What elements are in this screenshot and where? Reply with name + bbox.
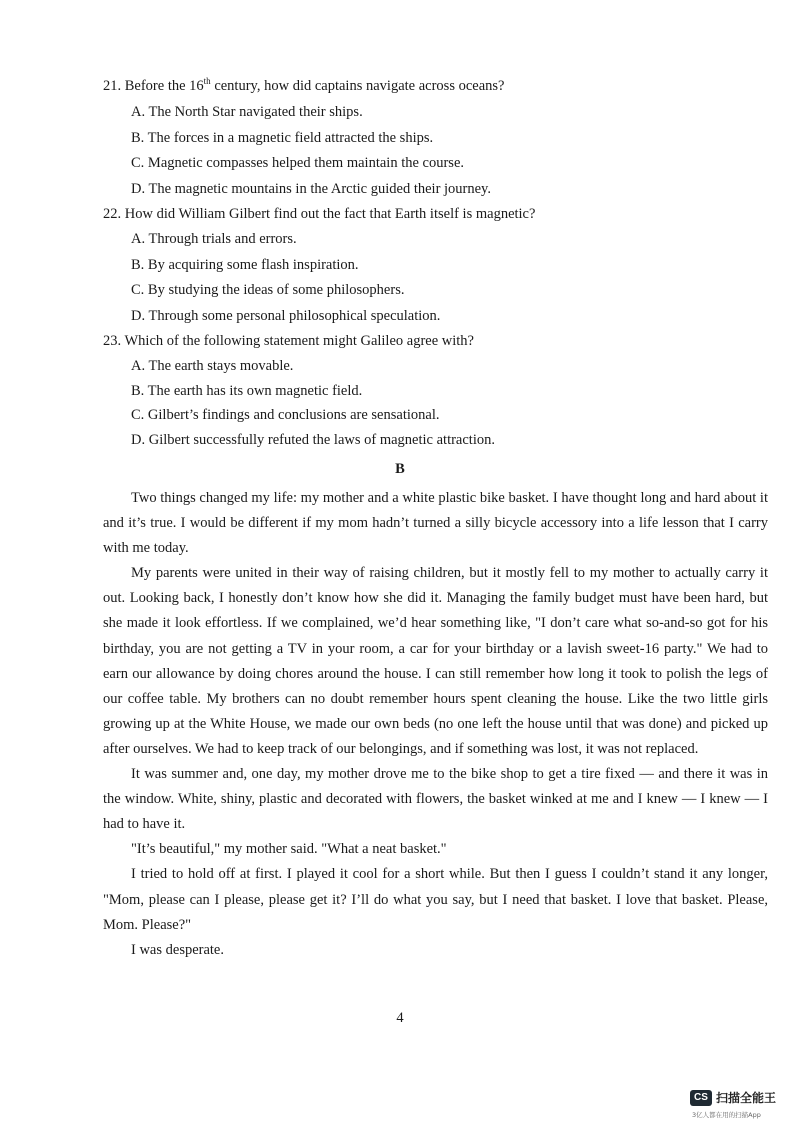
question-21-option-d: D. The magnetic mountains in the Arctic guided their journey. (131, 181, 491, 197)
question-21-option-a: A. The North Star navigated their ships. (131, 104, 363, 120)
watermark-tagline: 3亿人都在用的扫描App (692, 1111, 761, 1119)
question-23-option-a: A. The earth stays movable. (131, 358, 294, 374)
passage-paragraph: It was summer and, one day, my mother drove me to the bike shop to get a tire fixed — and there it was in the window. White, shiny, plastic and decorated with flowers, the basket winked at me and I knew — I knew — I had to have it. (103, 766, 768, 833)
section-heading: B (395, 461, 405, 477)
question-21-stem (103, 76, 504, 96)
passage-paragraph: I tried to hold off at first. I played it cool for a short while. But then I guess I couldn’t stand it any longer, "Mom, please can I please, please get it? I’ll do what you say, but I need that basket. I love that basket. Please, Mom. Please?" (103, 866, 768, 933)
question-22-option-d: D. Through some personal philosophical speculation. (131, 308, 441, 324)
question-21-stem-end: century, how did captains navigate across oceans? (210, 78, 505, 94)
question-22-option-c: C. By studying the ideas of some philosophers. (131, 282, 405, 298)
question-21-option-b: B. The forces in a magnetic field attracted the ships. (131, 130, 434, 146)
passage-paragraph: My parents were united in their way of raising children, but it mostly fell to my mother to actually carry it out. Looking back, I honestly don’t know how she did it. Managing the family budget must have been hard, but she made it look effortless. If we complained, we’d hear something like, "I don’t care what so-and-so got for his birthday, you are not getting a TV in your room, a car for your birthday or a lavish sweet-16 party." We had to earn our allowance by doing chores around the house. I can still remember how long it took to polish the legs of our coffee table. My brothers can no doubt remember hours spent cleaning the house. Like the two little girls growing up at the White House, we made our own beds (no one left the house until that was done) and picked up after ourselves. We had to keep track of our belongings, and if something was lost, it was not replaced. (103, 565, 768, 757)
camscanner-logo-icon: CS (690, 1090, 712, 1106)
question-23-option-c: C. Gilbert’s findings and conclusions are sensational. (131, 407, 440, 423)
question-23-option-b: B. The earth has its own magnetic field. (131, 383, 363, 399)
passage-paragraph: I was desperate. (131, 941, 224, 958)
question-21-stem-start: 21. Before the 16 (103, 78, 204, 94)
watermark-app-name: 扫描全能王 (716, 1091, 777, 1105)
question-21-superscript: th (203, 76, 211, 87)
passage-paragraph: Two things changed my life: my mother and a white plastic bike basket. I have thought long and hard about it and it’s true. I would be different if my mom hadn’t turned a silly bicycle accessory into a life lesson that I carry with me today. (103, 490, 768, 557)
page-number: 4 (396, 1010, 404, 1026)
question-22-stem: 22. How did William Gilbert find out the fact that Earth itself is magnetic? (103, 206, 536, 222)
reading-passage (103, 486, 768, 963)
question-22-option-b: B. By acquiring some flash inspiration. (131, 257, 359, 273)
question-23-stem: 23. Which of the following statement might Galileo agree with? (103, 333, 474, 349)
scanner-watermark (690, 1089, 776, 1106)
question-21-option-c: C. Magnetic compasses helped them maintain the course. (131, 155, 465, 171)
passage-paragraph: "It’s beautiful," my mother said. "What a neat basket." (131, 841, 447, 858)
question-22-option-a: A. Through trials and errors. (131, 231, 297, 247)
question-23-option-d: D. Gilbert successfully refuted the laws of magnetic attraction. (131, 432, 495, 448)
